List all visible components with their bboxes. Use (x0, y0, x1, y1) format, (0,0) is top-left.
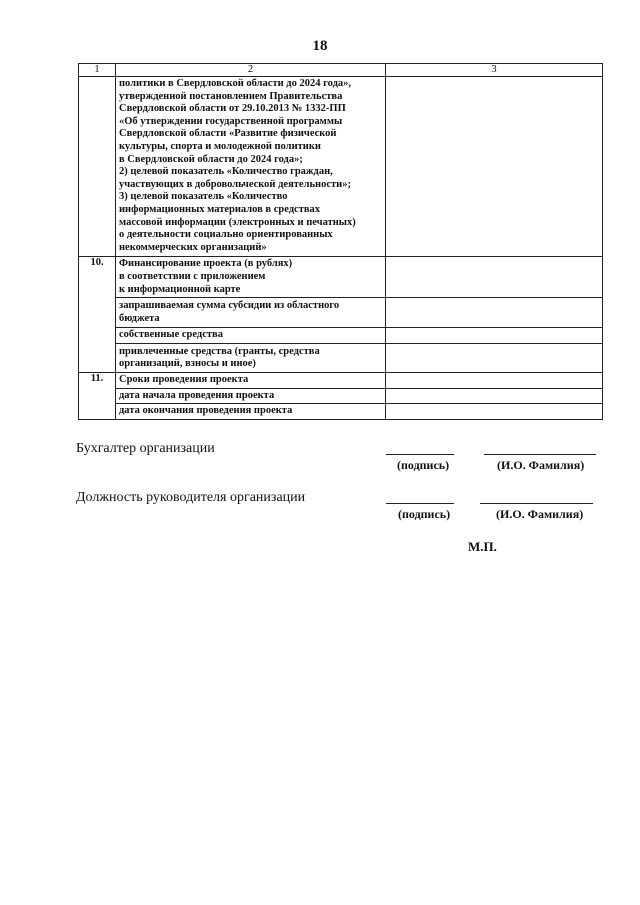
table-row (79, 343, 603, 372)
value-cell[interactable] (386, 373, 603, 389)
stamp-placeholder: М.П. (468, 539, 497, 554)
value-cell[interactable] (386, 298, 603, 328)
header-col-1: 1 (79, 64, 116, 77)
table-row (79, 298, 603, 328)
head-position-label: Должность руководителя организации (76, 490, 306, 505)
value-cell[interactable] (386, 257, 603, 298)
project-dates-label-cell: Сроки проведения проекта (116, 373, 386, 389)
table-row (79, 388, 603, 404)
end-date-cell: дата окончания проведения проекта (116, 404, 386, 420)
accountant-label: Бухгалтер организации (76, 441, 215, 456)
attracted-funds-cell: привлеченные средства (гранты, средства организаций, взносы и иное) (116, 343, 386, 372)
project-info-table (78, 63, 603, 420)
accountant-signature-line[interactable] (386, 454, 454, 455)
financing-label-cell: Финансирование проекта (в рублях) в соответствии с приложением к информационной карте (116, 257, 386, 298)
continuation-text-cell: политики в Свердловской области до 2024 года», утвержденной постановлением Правительства Свердловской области от 29.10.2013 № 1332-ПП «Об утверждении государственной программы Свердловской области «Развитие физической культуры, спорта и молодежной политики в Свердловской области до 2024 года»; 2) целевой показатель «Количество граждан, участвующих в добровольческой деятельности»; 3) целевой показатель «Количество информационных материалов в средствах массовой информации (электронных и печатных) о деятельности социально ориентированных некоммерческих организаций» (116, 77, 386, 257)
accountant-name-line[interactable] (484, 454, 596, 455)
head-name-line[interactable] (480, 503, 593, 504)
table-row (79, 404, 603, 420)
own-funds-cell: собственные средства (116, 328, 386, 344)
row-number-cell: 11. (79, 373, 116, 420)
head-signature-line[interactable] (386, 503, 454, 504)
table-row (79, 328, 603, 344)
value-cell[interactable] (386, 388, 603, 404)
head-name-caption: (И.О. Фамилия) (496, 507, 584, 521)
value-cell[interactable] (386, 343, 603, 372)
header-col-2: 2 (116, 64, 386, 77)
start-date-cell: дата начала проведения проекта (116, 388, 386, 404)
value-cell[interactable] (386, 404, 603, 420)
accountant-name-caption: (И.О. Фамилия) (497, 458, 585, 472)
table-row (79, 373, 603, 389)
value-cell[interactable] (386, 77, 603, 257)
subsidy-amount-cell: запрашиваемая сумма субсидии из областного бюджета (116, 298, 386, 328)
table-row (79, 77, 603, 257)
value-cell[interactable] (386, 328, 603, 344)
row-number-cell (79, 77, 116, 257)
header-col-3: 3 (386, 64, 603, 77)
accountant-signature-caption: (подпись) (397, 458, 450, 472)
table-header-row (79, 64, 603, 77)
row-number-cell: 10. (79, 257, 116, 373)
head-signature-caption: (подпись) (398, 507, 451, 521)
page-number: 18 (312, 38, 328, 54)
table-row (79, 257, 603, 298)
